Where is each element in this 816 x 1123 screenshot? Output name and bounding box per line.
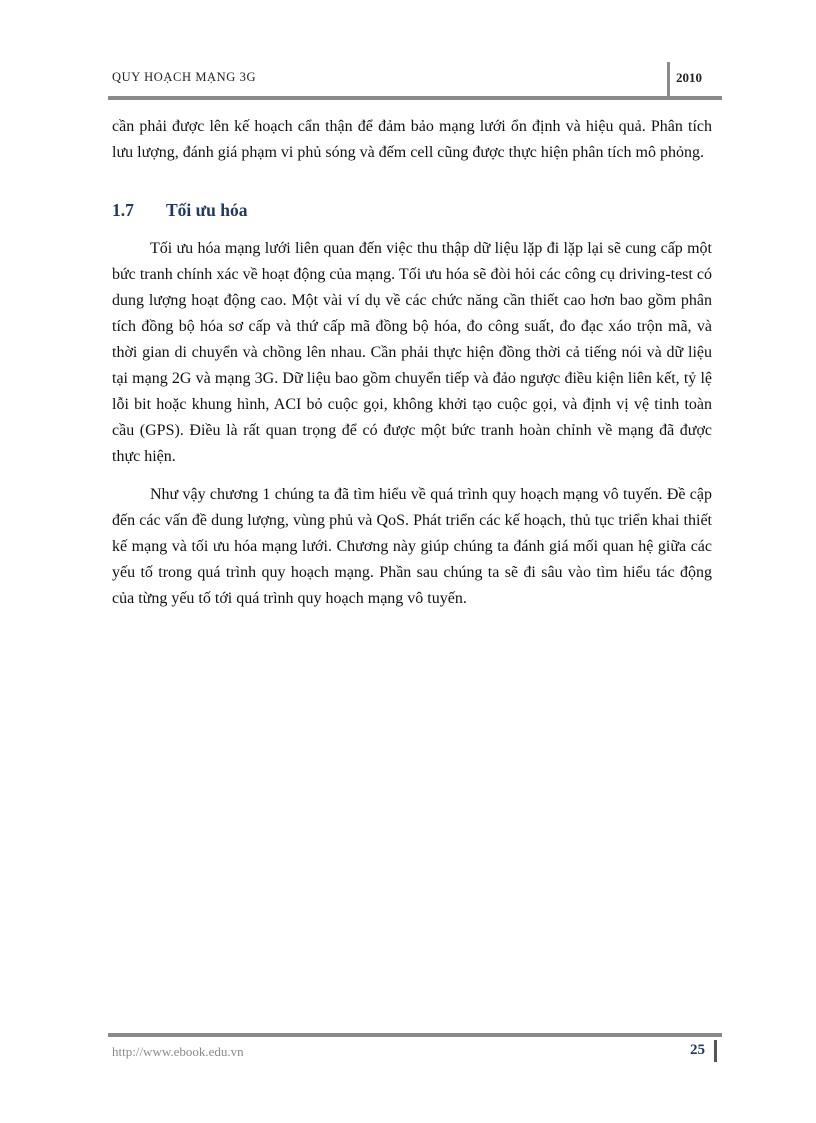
- footer-divider: [714, 1040, 717, 1062]
- header-title: QUY HOẠCH MẠNG 3G: [112, 70, 257, 84]
- section-heading: [112, 200, 248, 221]
- header-rule: [108, 96, 722, 100]
- footer-url: http://www.ebook.edu.vn: [112, 1044, 244, 1059]
- continuation-paragraph: cần phải được lên kế hoạch cẩn thận để đảm bảo mạng lưới ổn định và hiệu quả. Phân tích lưu lượng, đánh giá phạm vi phủ sóng và đếm cell cũng được thực hiện phân tích mô phỏng.: [112, 118, 712, 161]
- paragraph-optimization: Tối ưu hóa mạng lưới liên quan đến việc thu thập dữ liệu lặp đi lặp lại sẽ cung cấp một bức tranh chính xác về hoạt động của mạng. Tối ưu hóa sẽ đòi hỏi các công cụ driving-test có dung lượng hoạt động cao. Một vài ví dụ về các chức năng cần thiết cao hơn bao gồm phân tích đồng bộ hóa sơ cấp và thứ cấp mã đồng bộ hóa, đo công suất, đo đạc xáo trộn mã, và thời gian di chuyển và chồng lên nhau. Cần phải thực hiện đồng thời cả tiếng nói và dữ liệu tại mạng 2G và mạng 3G. Dữ liệu bao gồm chuyển tiếp và đảo ngược điều kiện liên kết, tỷ lệ lỗi bit hoặc khung hình, ACI bỏ cuộc gọi, không khởi tạo cuộc gọi, và định vị vệ tinh toàn cầu (GPS). Điều là rất quan trọng để có được một bức tranh hoàn chỉnh về mạng đã được thực hiện.: [112, 240, 712, 465]
- section-title: Tối ưu hóa: [166, 200, 248, 220]
- section-number: 1.7: [112, 200, 134, 220]
- footer-rule: [108, 1033, 722, 1037]
- header-divider: [667, 62, 670, 96]
- page-number: 25: [690, 1042, 705, 1058]
- header-year: 2010: [676, 70, 702, 85]
- paragraph-summary: Như vậy chương 1 chúng ta đã tìm hiểu về quá trình quy hoạch mạng vô tuyến. Đề cập đến các vấn đề dung lượng, vùng phủ và QoS. Phát triển các kế hoạch, thủ tục triển khai thiết kế mạng và tối ưu hóa mạng lưới. Chương này giúp chúng ta đánh giá mối quan hệ giữa các yếu tố trong quá trình quy hoạch mạng. Phần sau chúng ta sẽ đi sâu vào tìm hiểu tác động của từng yếu tố tới quá trình quy hoạch mạng vô tuyến.: [112, 486, 712, 607]
